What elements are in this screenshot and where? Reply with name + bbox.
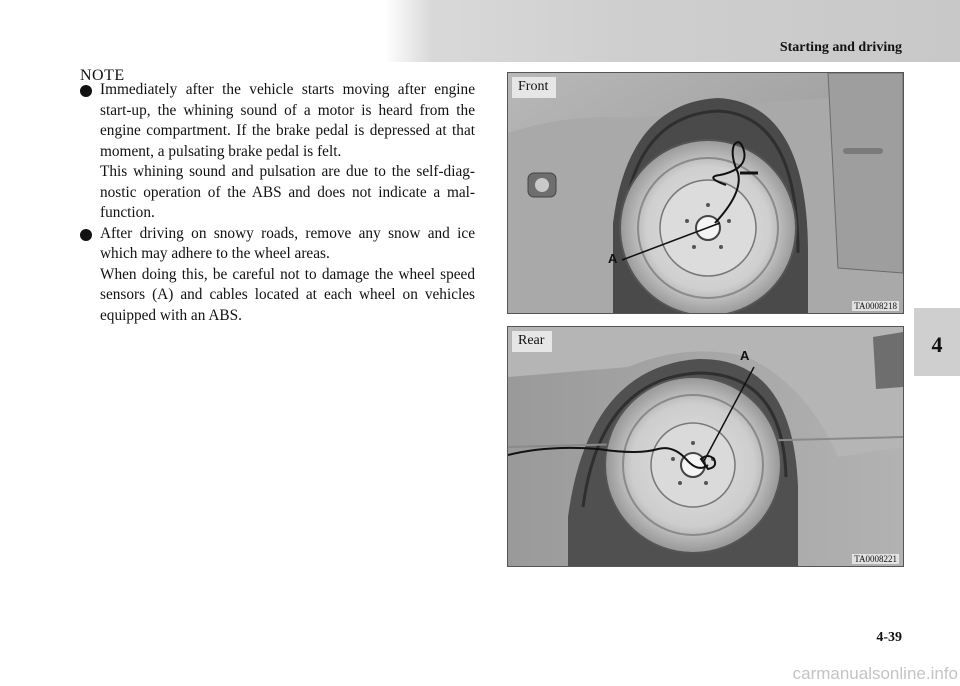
rear-wheel-figure (507, 326, 904, 567)
note-list (80, 80, 475, 326)
note-paragraph: When doing this, be careful not to damage the wheel speed sensors (A) and cables located at each wheel on vehicles equipped with an ABS. (100, 265, 475, 324)
front-wheel-figure (507, 72, 904, 314)
page-number: 4-39 (876, 630, 902, 645)
note-item (80, 80, 475, 224)
rear-wheel-illustration (508, 327, 903, 566)
figure-label-rear: Rear (512, 331, 552, 352)
sensor-marker-a: A (740, 348, 750, 363)
sensor-marker-a: A (608, 251, 618, 266)
note-label: NOTE (80, 67, 125, 84)
front-wheel-illustration (508, 73, 903, 313)
chapter-number: 4 (931, 332, 943, 357)
figure-code: TA0008218 (854, 301, 897, 311)
figure-code: TA0008221 (854, 554, 897, 564)
chapter-tab (914, 308, 960, 376)
watermark: carmanualsonline.info (792, 664, 958, 683)
figure-label-front: Front (512, 77, 556, 98)
bullet-icon (80, 229, 92, 241)
section-title: Starting and driving (779, 40, 902, 55)
note-paragraph: After driving on snowy roads, remove any snow and ice which may adhere to the wheel areas. (100, 224, 475, 262)
bullet-icon (80, 85, 92, 97)
note-paragraph: This whining sound and pulsation are due to the self-diag-nostic operation of the ABS and does not indicate a mal-function. (100, 163, 475, 221)
note-item (80, 224, 475, 327)
note-paragraph: Immediately after the vehicle starts moving after engine start-up, the whining sound of a motor is heard from the engine compartment. If the brake pedal is depressed at that moment, a pulsating brake pedal is felt. (100, 81, 475, 160)
